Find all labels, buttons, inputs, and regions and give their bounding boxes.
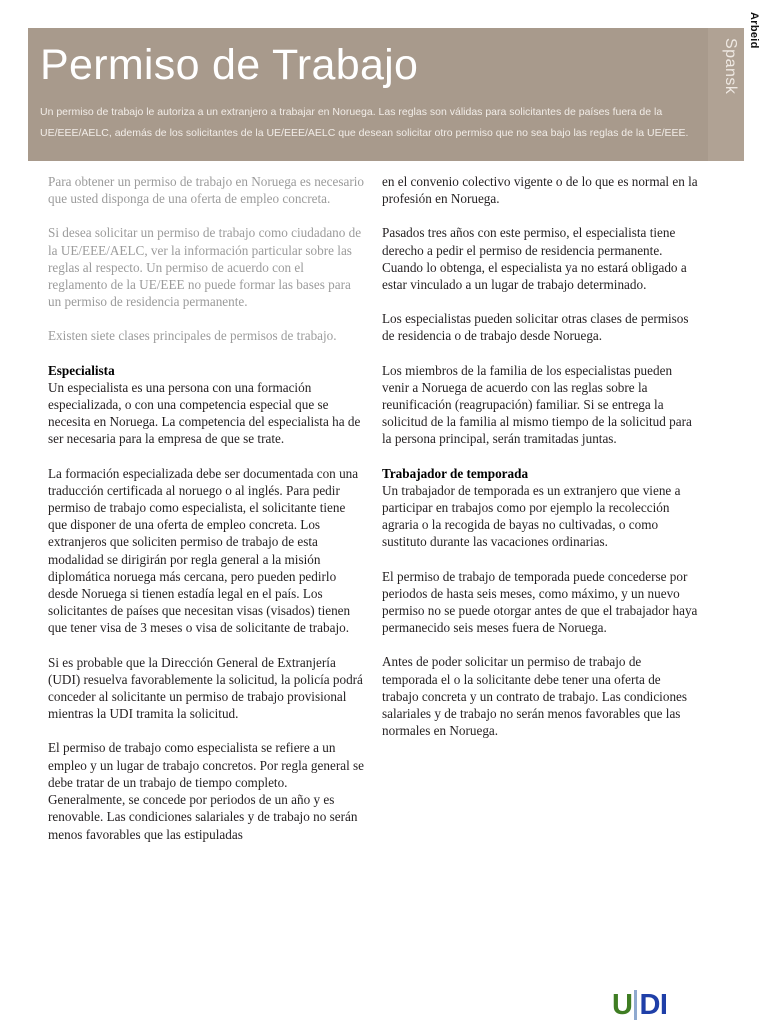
- page-title: Permiso de Trabajo: [40, 41, 419, 89]
- body-paragraph: Pasados tres años con este permiso, el especialista tiene derecho a pedir el permiso de residencia permanente. Cuando lo obtenga, el especialista ya no estará obligado a estar vinculado a un lugar de trabajo determinado.: [382, 225, 687, 293]
- udi-logo: [612, 989, 668, 1021]
- intro-paragraph: Si desea solicitar un permiso de trabajo como ciudadano de la UE/EEE/AELC, ver la información particular sobre las reglas al respecto. Un permiso de acuerdo con el reglamento de la UE/EEE no puede formar las bases para un permiso de residencia permanente.: [48, 225, 362, 310]
- right-column: [382, 173, 700, 739]
- body-paragraph: Los miembros de la familia de los especialistas pueden venir a Noruega de acuerdo con las reglas sobre la reunificación (reagrupación) familiar. Si se entrega la solicitud de la familia al mismo tiempo de la solicitud para la persona principal, serán tramitadas juntas.: [382, 362, 692, 447]
- body-paragraph: Si es probable que la Dirección General de Extranjería (UDI) resuelva favorablemente la solicitud, la policía podrá conceder al solicitante un permiso de trabajo provisional mientras la UDI tramita la solicitud.: [48, 654, 363, 722]
- body-paragraph: La formación especializada debe ser documentada con una traducción certificada al noruego o al inglés. Para pedir permiso de trabajo como especialista, el solicitante tiene que disponer de una oferta de empleo concreta. Los extranjeros que soliciten permiso de trabajo de esta modalidad se dirigirán por regla general a la misión diplomática noruega más cercana, pero pueden pedirlo desde Noruega si tienen estadía legal en el país. Los solicitantes de países que necesitan visas (visados) tienen que tener visa de 3 meses o visa de solicitante de trabajo.: [48, 465, 359, 636]
- body-paragraph: El permiso de trabajo de temporada puede concederse por periodos de hasta seis meses, como máximo, y un nuevo permiso no se puede otorgar antes de que el trabajador haya permanecido seis meses fuera de Noruega.: [382, 568, 698, 636]
- body-paragraph: Los especialistas pueden solicitar otras clases de permisos de residencia o de trabajo desde Noruega.: [382, 311, 689, 344]
- body-paragraph: Un especialista es una persona con una formación especializada, o con una competencia especial que se necesita en Noruega. La competencia del especialista ha de ser necesaria para la empresa de que se trate.: [48, 379, 361, 447]
- body-paragraph: El permiso de trabajo como especialista se refiere a un empleo y un lugar de trabajo concretos. Por regla general se debe tratar de un trabajo de tiempo completo. Generalmente, se concede por periodos de un año y es renovable. Las condiciones salariales y de trabajo no serán menos favorables que las estipuladas: [48, 740, 365, 842]
- udi-logo-letter-u: U: [612, 989, 633, 1021]
- language-label-spansk: Spansk: [722, 38, 739, 95]
- document-body: [0, 173, 768, 973]
- udi-logo-divider-bar: [634, 990, 637, 1020]
- header-banner: [28, 28, 744, 161]
- section-heading-trabajador-de-temporada: Trabajador de temporada: [382, 465, 529, 481]
- section-heading-especialista: Especialista: [48, 362, 115, 378]
- topic-label-arbeid: Arbeid: [748, 12, 760, 49]
- header-subtitle: Un permiso de trabajo le autoriza a un extranjero a trabajar en Noruega. Las reglas son válidas para solicitantes de países fuera de la UE/EEE/AELC, además de los solicitantes de la UE/EEE/AELC que desean solicitar otro permiso que no sea bajo las reglas de la UE/EEE.: [40, 106, 689, 139]
- udi-logo-letters-di: DI: [639, 989, 668, 1021]
- left-column: [48, 173, 366, 843]
- body-paragraph: Antes de poder solicitar un permiso de trabajo de temporada el o la solicitante debe tener una oferta de trabajo concreta y un contrato de trabajo. Las condiciones salariales y de trabajo no serán menos favorables que las normales en Noruega.: [382, 654, 688, 739]
- intro-paragraph: Para obtener un permiso de trabajo en Noruega es necesario que usted disponga de una oferta de empleo concreta.: [48, 174, 365, 207]
- body-paragraph: en el convenio colectivo vigente o de lo que es normal en la profesión en Noruega.: [382, 174, 698, 207]
- body-paragraph: Un trabajador de temporada es un extranjero que viene a participar en trabajos como por ejemplo la recolección agraria o la recogida de bayas no cultivadas, o como sustituto durante las vacaciones ordinarias.: [382, 482, 681, 550]
- intro-paragraph: Existen siete clases principales de permisos de trabajo.: [48, 328, 337, 344]
